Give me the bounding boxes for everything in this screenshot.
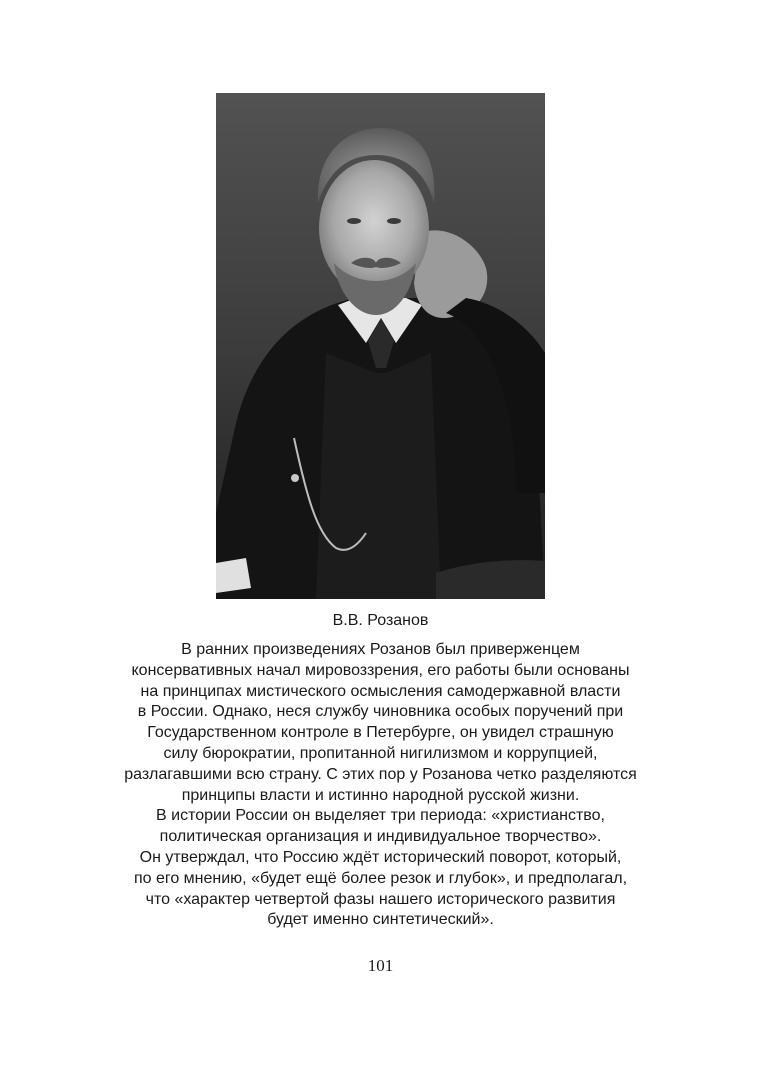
paragraph-line: консервативных начал мировоззрения, его работы были основаны (131, 661, 630, 679)
photo-caption: В.В. Розанов (332, 612, 429, 629)
paragraph-line: Государственном контроле в Петербурге, он увидел страшную (147, 724, 614, 742)
paragraph-line: будет именно синтетический». (267, 911, 494, 929)
paragraph-line: силу бюрократии, пропитанной нигилизмом и коррупцией, (163, 744, 598, 762)
portrait-photo (216, 93, 545, 599)
main-paragraph (80, 640, 681, 931)
paragraph-line: В истории России он выделяет три периода: «христианство, (156, 807, 605, 825)
paragraph-line: Он утверждал, что Россию ждёт исторический поворот, который, (139, 848, 622, 866)
paragraph-line: на принципах мистического осмысления самодержавной власти (140, 682, 621, 700)
paragraph-line: принципы власти и истинно народной русской жизни. (181, 786, 580, 804)
paragraph-line: по его мнению, «будет ещё более резок и глубок», и предполагал, (133, 869, 628, 887)
paragraph-line: что «характер четвертой фазы нашего исторического развития (145, 890, 616, 908)
paragraph-line: политическая организация и индивидуальное творчество». (159, 828, 602, 846)
page-number: 101 (367, 956, 394, 975)
portrait-illustration (216, 93, 545, 599)
paragraph-line: в России. Однако, неся службу чиновника особых поручений при (137, 703, 624, 721)
paragraph-line: В ранних произведениях Розанов был приверженцем (181, 641, 580, 658)
paragraph-line: разлагавшими всю страну. С этих пор у Розанова четко разделяются (124, 765, 637, 783)
